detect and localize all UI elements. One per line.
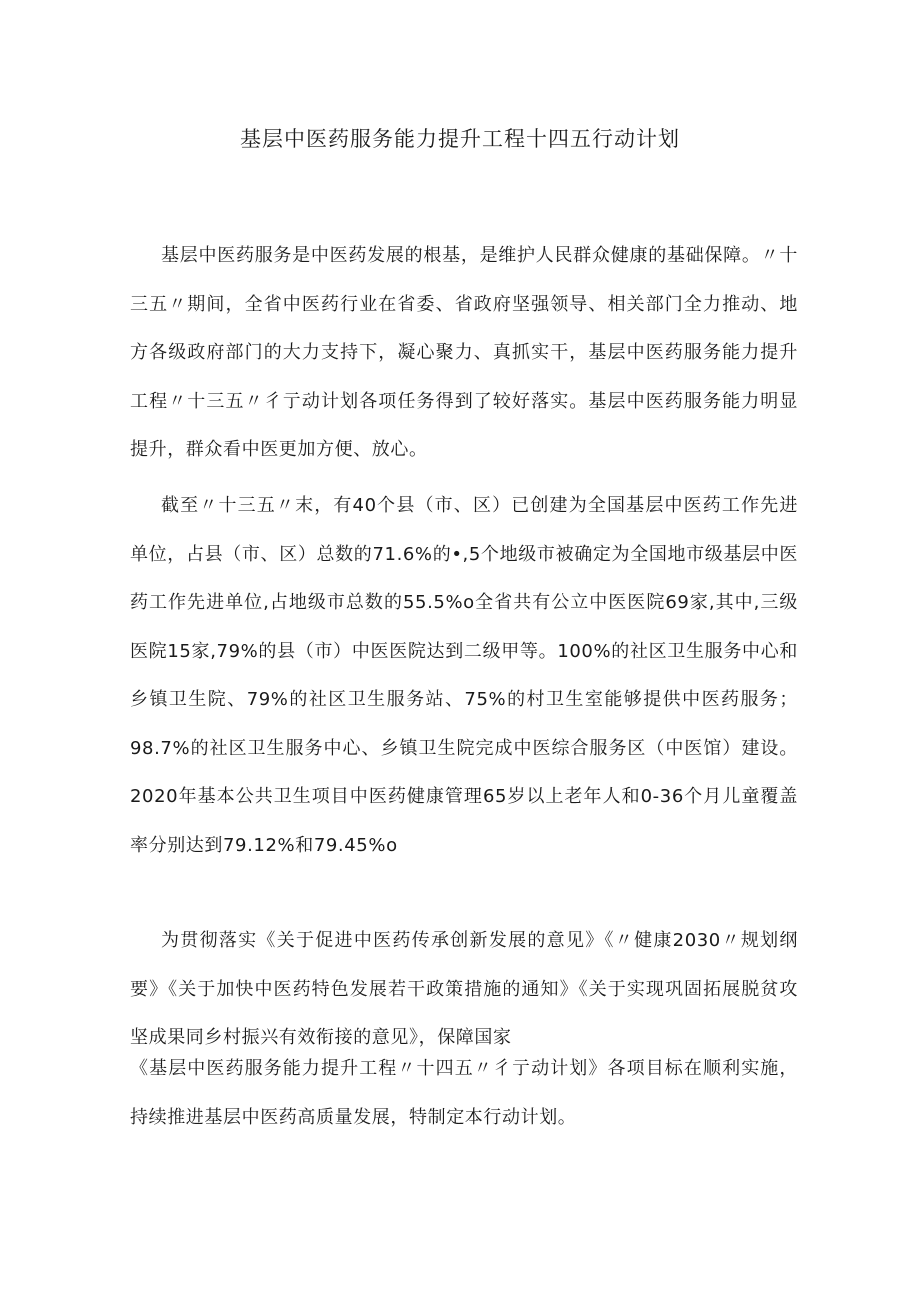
paragraph-intro: 基层中医药服务是中医药发展的根基，是维护人民群众健康的基础保障。〃十三五〃期间，全省中医药行业在省委、省政府坚强领导、相关部门全力推动、地方各级政府部门的大力支持下，凝心聚力、真抓实干，基层中医药服务能力提升工程〃十三五〃彳亍动计划各项任务得到了较好落实。基层中医药服务能力明显提升，群众看中医更加方便、放心。 [130,245,798,460]
paragraph-statistics: 截至〃十三五〃末，有40个县（市、区）已创建为全国基层中医药工作先进单位，占县（市、区）总数的71.6%的•,5个地级市被确定为全国地市级基层中医药工作先进单位,占地级市总数的55.5%o全省共有公立中医医院69家,其中,三级医院15家,79%的县（市）中医医院达到二级甲等。100%的社区卫生服务中心和乡镇卫生院、79%的社区卫生服务站、75%的村卫生室能够提供中医药服务；98.7%的社区卫生服务中心、乡镇卫生院完成中医综合服务区（中医馆）建设。2020年基本公共卫生项目中医药健康管理65岁以上老年人和0-36个月儿童覆盖率分别达到79.12%和79.45%o [130,495,798,856]
paragraph-policy-basis: 为贯彻落实《关于促进中医药传承创新发展的意见》《〃健康2030〃规划纲要》《关于加快中医药特色发展若干政策措施的通知》《关于实现巩固拓展脱贫攻坚成果同乡村振兴有效衔接的意见》，保障国家 [130,930,798,1048]
document-title: 基层中医药服务能力提升工程十四五行动计划 [240,127,680,151]
paragraph-purpose: 《基层中医药服务能力提升工程〃十四五〃彳亍动计划》各项目标在顺利实施，持续推进基层中医药高质量发展，特制定本行动计划。 [130,1058,798,1128]
